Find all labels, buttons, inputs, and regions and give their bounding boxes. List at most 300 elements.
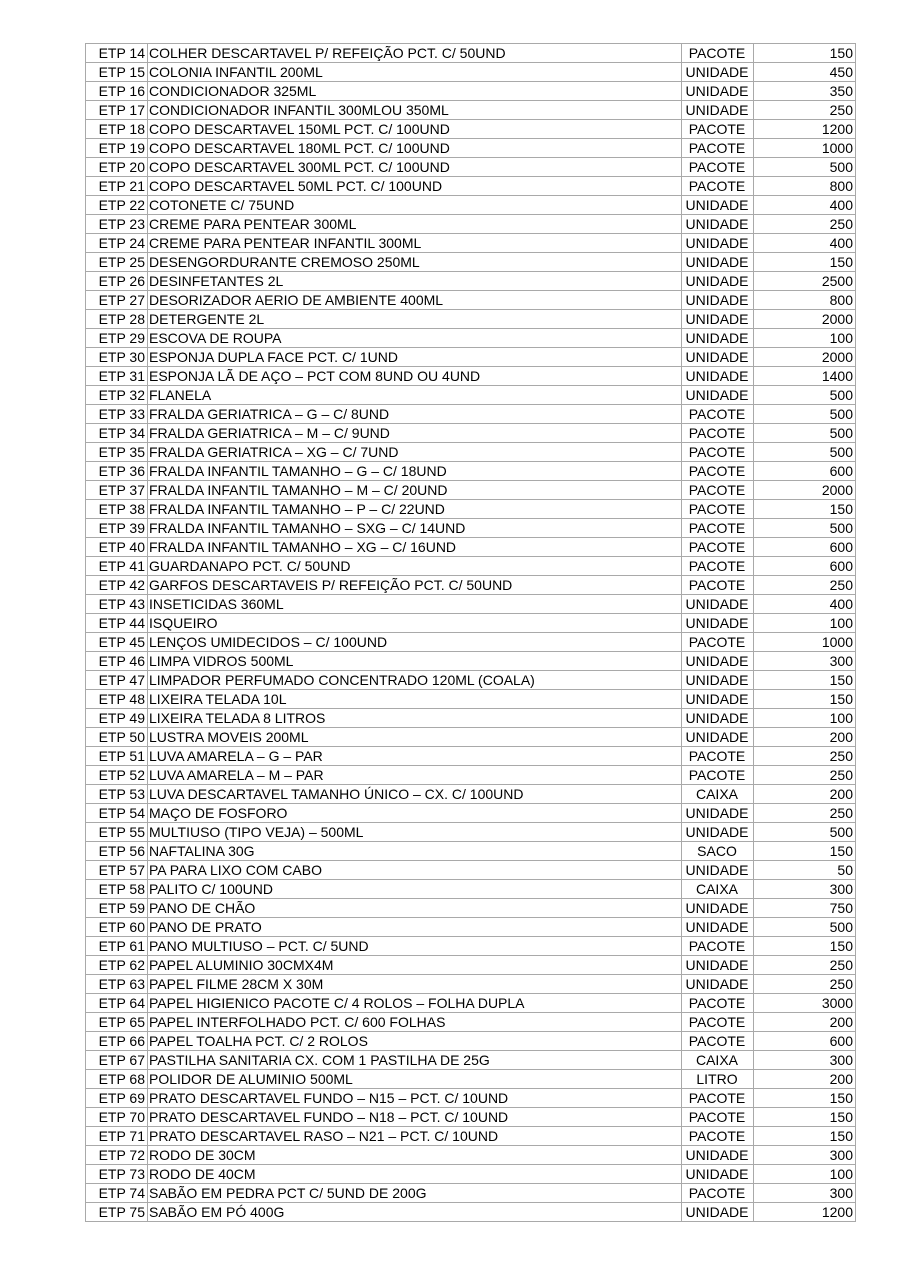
item-unit-cell: UNIDADE bbox=[682, 728, 754, 747]
item-unit-cell: UNIDADE bbox=[682, 82, 754, 101]
item-description-cell: FRALDA INFANTIL TAMANHO – P – C/ 22UND bbox=[148, 500, 682, 519]
item-description-cell: PA PARA LIXO COM CABO bbox=[148, 861, 682, 880]
item-quantity-cell: 300 bbox=[754, 1146, 856, 1165]
table-row bbox=[86, 329, 856, 348]
item-description-cell: PANO MULTIUSO – PCT. C/ 5UND bbox=[148, 937, 682, 956]
item-code-cell: ETP 40 bbox=[86, 538, 148, 557]
item-code-cell: ETP 41 bbox=[86, 557, 148, 576]
item-quantity-cell: 250 bbox=[754, 804, 856, 823]
item-description-cell: FRALDA INFANTIL TAMANHO – G – C/ 18UND bbox=[148, 462, 682, 481]
item-unit-cell: PACOTE bbox=[682, 500, 754, 519]
item-code-cell: ETP 66 bbox=[86, 1032, 148, 1051]
table-row bbox=[86, 671, 856, 690]
item-description-cell: RODO DE 30CM bbox=[148, 1146, 682, 1165]
item-quantity-cell: 400 bbox=[754, 595, 856, 614]
item-unit-cell: UNIDADE bbox=[682, 310, 754, 329]
table-row bbox=[86, 291, 856, 310]
item-code-cell: ETP 63 bbox=[86, 975, 148, 994]
item-quantity-cell: 250 bbox=[754, 101, 856, 120]
item-quantity-cell: 300 bbox=[754, 1051, 856, 1070]
item-code-cell: ETP 19 bbox=[86, 139, 148, 158]
item-code-cell: ETP 71 bbox=[86, 1127, 148, 1146]
item-description-cell: PAPEL INTERFOLHADO PCT. C/ 600 FOLHAS bbox=[148, 1013, 682, 1032]
table-row bbox=[86, 557, 856, 576]
item-quantity-cell: 400 bbox=[754, 196, 856, 215]
item-quantity-cell: 1400 bbox=[754, 367, 856, 386]
item-quantity-cell: 150 bbox=[754, 1108, 856, 1127]
item-code-cell: ETP 33 bbox=[86, 405, 148, 424]
table-row bbox=[86, 823, 856, 842]
item-quantity-cell: 300 bbox=[754, 880, 856, 899]
item-quantity-cell: 250 bbox=[754, 747, 856, 766]
table-row bbox=[86, 1032, 856, 1051]
item-unit-cell: UNIDADE bbox=[682, 861, 754, 880]
item-code-cell: ETP 54 bbox=[86, 804, 148, 823]
item-description-cell: PANO DE CHÃO bbox=[148, 899, 682, 918]
item-code-cell: ETP 23 bbox=[86, 215, 148, 234]
item-description-cell: PRATO DESCARTAVEL FUNDO – N18 – PCT. C/ 10UND bbox=[148, 1108, 682, 1127]
item-description-cell: INSETICIDAS 360ML bbox=[148, 595, 682, 614]
items-table bbox=[85, 43, 856, 1222]
item-unit-cell: PACOTE bbox=[682, 139, 754, 158]
table-row bbox=[86, 462, 856, 481]
item-quantity-cell: 100 bbox=[754, 329, 856, 348]
item-description-cell: SABÃO EM PÓ 400G bbox=[148, 1203, 682, 1222]
item-code-cell: ETP 36 bbox=[86, 462, 148, 481]
item-quantity-cell: 500 bbox=[754, 424, 856, 443]
table-row bbox=[86, 500, 856, 519]
item-unit-cell: PACOTE bbox=[682, 443, 754, 462]
item-description-cell: COPO DESCARTAVEL 180ML PCT. C/ 100UND bbox=[148, 139, 682, 158]
item-unit-cell: CAIXA bbox=[682, 1051, 754, 1070]
item-quantity-cell: 3000 bbox=[754, 994, 856, 1013]
item-unit-cell: PACOTE bbox=[682, 519, 754, 538]
item-code-cell: ETP 26 bbox=[86, 272, 148, 291]
item-unit-cell: LITRO bbox=[682, 1070, 754, 1089]
item-description-cell: CONDICIONADOR 325ML bbox=[148, 82, 682, 101]
table-row bbox=[86, 1108, 856, 1127]
item-unit-cell: PACOTE bbox=[682, 177, 754, 196]
item-description-cell: MAÇO DE FOSFORO bbox=[148, 804, 682, 823]
item-code-cell: ETP 59 bbox=[86, 899, 148, 918]
item-unit-cell: UNIDADE bbox=[682, 899, 754, 918]
item-code-cell: ETP 32 bbox=[86, 386, 148, 405]
item-unit-cell: UNIDADE bbox=[682, 234, 754, 253]
item-code-cell: ETP 75 bbox=[86, 1203, 148, 1222]
item-quantity-cell: 250 bbox=[754, 975, 856, 994]
table-row bbox=[86, 139, 856, 158]
item-description-cell: NAFTALINA 30G bbox=[148, 842, 682, 861]
item-unit-cell: SACO bbox=[682, 842, 754, 861]
item-code-cell: ETP 39 bbox=[86, 519, 148, 538]
item-quantity-cell: 50 bbox=[754, 861, 856, 880]
item-quantity-cell: 400 bbox=[754, 234, 856, 253]
item-description-cell: DETERGENTE 2L bbox=[148, 310, 682, 329]
item-unit-cell: UNIDADE bbox=[682, 63, 754, 82]
table-row bbox=[86, 899, 856, 918]
table-row bbox=[86, 1184, 856, 1203]
table-row bbox=[86, 44, 856, 63]
table-row bbox=[86, 443, 856, 462]
item-unit-cell: PACOTE bbox=[682, 766, 754, 785]
table-row bbox=[86, 519, 856, 538]
item-code-cell: ETP 49 bbox=[86, 709, 148, 728]
items-table-body bbox=[86, 44, 856, 1222]
item-code-cell: ETP 29 bbox=[86, 329, 148, 348]
item-unit-cell: PACOTE bbox=[682, 557, 754, 576]
item-code-cell: ETP 53 bbox=[86, 785, 148, 804]
item-quantity-cell: 600 bbox=[754, 557, 856, 576]
item-description-cell: FRALDA INFANTIL TAMANHO – M – C/ 20UND bbox=[148, 481, 682, 500]
item-code-cell: ETP 58 bbox=[86, 880, 148, 899]
item-description-cell: LIMPADOR PERFUMADO CONCENTRADO 120ML (COALA) bbox=[148, 671, 682, 690]
table-row bbox=[86, 766, 856, 785]
item-quantity-cell: 150 bbox=[754, 500, 856, 519]
table-row bbox=[86, 272, 856, 291]
item-quantity-cell: 800 bbox=[754, 177, 856, 196]
item-unit-cell: UNIDADE bbox=[682, 671, 754, 690]
item-unit-cell: CAIXA bbox=[682, 785, 754, 804]
item-code-cell: ETP 44 bbox=[86, 614, 148, 633]
table-row bbox=[86, 82, 856, 101]
table-row bbox=[86, 1089, 856, 1108]
item-unit-cell: PACOTE bbox=[682, 1032, 754, 1051]
item-code-cell: ETP 24 bbox=[86, 234, 148, 253]
item-unit-cell: PACOTE bbox=[682, 44, 754, 63]
table-row bbox=[86, 1165, 856, 1184]
item-quantity-cell: 2000 bbox=[754, 481, 856, 500]
item-quantity-cell: 800 bbox=[754, 291, 856, 310]
item-code-cell: ETP 18 bbox=[86, 120, 148, 139]
table-row bbox=[86, 1013, 856, 1032]
item-unit-cell: UNIDADE bbox=[682, 595, 754, 614]
item-description-cell: LIMPA VIDROS 500ML bbox=[148, 652, 682, 671]
table-row bbox=[86, 709, 856, 728]
table-row bbox=[86, 595, 856, 614]
item-code-cell: ETP 72 bbox=[86, 1146, 148, 1165]
item-code-cell: ETP 21 bbox=[86, 177, 148, 196]
table-row bbox=[86, 937, 856, 956]
table-row bbox=[86, 614, 856, 633]
item-quantity-cell: 500 bbox=[754, 158, 856, 177]
item-code-cell: ETP 37 bbox=[86, 481, 148, 500]
item-description-cell: LENÇOS UMIDECIDOS – C/ 100UND bbox=[148, 633, 682, 652]
item-code-cell: ETP 16 bbox=[86, 82, 148, 101]
item-unit-cell: PACOTE bbox=[682, 538, 754, 557]
item-quantity-cell: 150 bbox=[754, 671, 856, 690]
item-quantity-cell: 1000 bbox=[754, 139, 856, 158]
item-quantity-cell: 450 bbox=[754, 63, 856, 82]
item-description-cell: FRALDA GERIATRICA – XG – C/ 7UND bbox=[148, 443, 682, 462]
item-quantity-cell: 300 bbox=[754, 1184, 856, 1203]
item-unit-cell: UNIDADE bbox=[682, 329, 754, 348]
item-code-cell: ETP 25 bbox=[86, 253, 148, 272]
item-description-cell: LUVA DESCARTAVEL TAMANHO ÚNICO – CX. C/ 100UND bbox=[148, 785, 682, 804]
item-quantity-cell: 150 bbox=[754, 842, 856, 861]
item-unit-cell: PACOTE bbox=[682, 1184, 754, 1203]
item-unit-cell: UNIDADE bbox=[682, 804, 754, 823]
item-unit-cell: UNIDADE bbox=[682, 690, 754, 709]
item-description-cell: ESPONJA DUPLA FACE PCT. C/ 1UND bbox=[148, 348, 682, 367]
item-quantity-cell: 200 bbox=[754, 785, 856, 804]
item-quantity-cell: 200 bbox=[754, 728, 856, 747]
item-quantity-cell: 250 bbox=[754, 956, 856, 975]
item-description-cell: ISQUEIRO bbox=[148, 614, 682, 633]
table-row bbox=[86, 120, 856, 139]
item-unit-cell: UNIDADE bbox=[682, 1203, 754, 1222]
item-unit-cell: PACOTE bbox=[682, 481, 754, 500]
item-code-cell: ETP 57 bbox=[86, 861, 148, 880]
table-row bbox=[86, 1051, 856, 1070]
table-row bbox=[86, 1203, 856, 1222]
item-unit-cell: PACOTE bbox=[682, 576, 754, 595]
item-quantity-cell: 150 bbox=[754, 690, 856, 709]
table-row bbox=[86, 652, 856, 671]
item-description-cell: CREME PARA PENTEAR 300ML bbox=[148, 215, 682, 234]
item-unit-cell: UNIDADE bbox=[682, 215, 754, 234]
table-row bbox=[86, 63, 856, 82]
item-quantity-cell: 100 bbox=[754, 709, 856, 728]
item-description-cell: COLONIA INFANTIL 200ML bbox=[148, 63, 682, 82]
table-row bbox=[86, 158, 856, 177]
item-description-cell: LIXEIRA TELADA 10L bbox=[148, 690, 682, 709]
item-description-cell: COPO DESCARTAVEL 300ML PCT. C/ 100UND bbox=[148, 158, 682, 177]
item-description-cell: COTONETE C/ 75UND bbox=[148, 196, 682, 215]
item-quantity-cell: 600 bbox=[754, 538, 856, 557]
item-description-cell: FRALDA GERIATRICA – G – C/ 8UND bbox=[148, 405, 682, 424]
item-unit-cell: UNIDADE bbox=[682, 1165, 754, 1184]
item-quantity-cell: 150 bbox=[754, 1089, 856, 1108]
item-code-cell: ETP 60 bbox=[86, 918, 148, 937]
item-description-cell: DESORIZADOR AERIO DE AMBIENTE 400ML bbox=[148, 291, 682, 310]
table-row bbox=[86, 367, 856, 386]
table-row bbox=[86, 747, 856, 766]
item-description-cell: LUVA AMARELA – M – PAR bbox=[148, 766, 682, 785]
item-quantity-cell: 200 bbox=[754, 1013, 856, 1032]
item-quantity-cell: 100 bbox=[754, 614, 856, 633]
item-description-cell: FLANELA bbox=[148, 386, 682, 405]
item-unit-cell: PACOTE bbox=[682, 633, 754, 652]
item-code-cell: ETP 27 bbox=[86, 291, 148, 310]
table-row bbox=[86, 538, 856, 557]
item-quantity-cell: 2000 bbox=[754, 348, 856, 367]
table-row bbox=[86, 690, 856, 709]
item-unit-cell: UNIDADE bbox=[682, 253, 754, 272]
item-unit-cell: UNIDADE bbox=[682, 101, 754, 120]
item-quantity-cell: 150 bbox=[754, 253, 856, 272]
item-unit-cell: UNIDADE bbox=[682, 975, 754, 994]
item-unit-cell: PACOTE bbox=[682, 405, 754, 424]
table-row bbox=[86, 481, 856, 500]
item-description-cell: PRATO DESCARTAVEL RASO – N21 – PCT. C/ 10UND bbox=[148, 1127, 682, 1146]
item-code-cell: ETP 70 bbox=[86, 1108, 148, 1127]
item-code-cell: ETP 31 bbox=[86, 367, 148, 386]
item-code-cell: ETP 65 bbox=[86, 1013, 148, 1032]
item-quantity-cell: 200 bbox=[754, 1070, 856, 1089]
item-quantity-cell: 500 bbox=[754, 405, 856, 424]
table-row bbox=[86, 975, 856, 994]
table-row bbox=[86, 842, 856, 861]
table-row bbox=[86, 861, 856, 880]
item-quantity-cell: 500 bbox=[754, 918, 856, 937]
table-row bbox=[86, 234, 856, 253]
item-code-cell: ETP 28 bbox=[86, 310, 148, 329]
item-description-cell: LIXEIRA TELADA 8 LITROS bbox=[148, 709, 682, 728]
item-description-cell: PALITO C/ 100UND bbox=[148, 880, 682, 899]
item-quantity-cell: 150 bbox=[754, 937, 856, 956]
item-description-cell: GUARDANAPO PCT. C/ 50UND bbox=[148, 557, 682, 576]
item-description-cell: ESPONJA LÃ DE AÇO – PCT COM 8UND OU 4UND bbox=[148, 367, 682, 386]
item-quantity-cell: 600 bbox=[754, 462, 856, 481]
item-unit-cell: PACOTE bbox=[682, 994, 754, 1013]
item-unit-cell: PACOTE bbox=[682, 1089, 754, 1108]
item-quantity-cell: 150 bbox=[754, 1127, 856, 1146]
item-quantity-cell: 350 bbox=[754, 82, 856, 101]
item-description-cell: PAPEL TOALHA PCT. C/ 2 ROLOS bbox=[148, 1032, 682, 1051]
item-code-cell: ETP 62 bbox=[86, 956, 148, 975]
item-code-cell: ETP 73 bbox=[86, 1165, 148, 1184]
item-quantity-cell: 2500 bbox=[754, 272, 856, 291]
item-code-cell: ETP 42 bbox=[86, 576, 148, 595]
table-row bbox=[86, 101, 856, 120]
item-unit-cell: PACOTE bbox=[682, 424, 754, 443]
item-unit-cell: UNIDADE bbox=[682, 386, 754, 405]
table-row bbox=[86, 918, 856, 937]
item-unit-cell: UNIDADE bbox=[682, 272, 754, 291]
item-unit-cell: UNIDADE bbox=[682, 196, 754, 215]
item-code-cell: ETP 47 bbox=[86, 671, 148, 690]
item-description-cell: FRALDA INFANTIL TAMANHO – SXG – C/ 14UND bbox=[148, 519, 682, 538]
item-code-cell: ETP 46 bbox=[86, 652, 148, 671]
item-code-cell: ETP 50 bbox=[86, 728, 148, 747]
item-quantity-cell: 750 bbox=[754, 899, 856, 918]
item-unit-cell: CAIXA bbox=[682, 880, 754, 899]
item-code-cell: ETP 22 bbox=[86, 196, 148, 215]
item-unit-cell: UNIDADE bbox=[682, 918, 754, 937]
item-unit-cell: PACOTE bbox=[682, 937, 754, 956]
item-description-cell: COPO DESCARTAVEL 50ML PCT. C/ 100UND bbox=[148, 177, 682, 196]
table-row bbox=[86, 177, 856, 196]
table-row bbox=[86, 1070, 856, 1089]
item-quantity-cell: 250 bbox=[754, 215, 856, 234]
table-row bbox=[86, 253, 856, 272]
table-row bbox=[86, 215, 856, 234]
item-description-cell: GARFOS DESCARTAVEIS P/ REFEIÇÃO PCT. C/ 50UND bbox=[148, 576, 682, 595]
item-quantity-cell: 250 bbox=[754, 576, 856, 595]
item-code-cell: ETP 61 bbox=[86, 937, 148, 956]
item-unit-cell: PACOTE bbox=[682, 1108, 754, 1127]
item-unit-cell: PACOTE bbox=[682, 462, 754, 481]
item-code-cell: ETP 30 bbox=[86, 348, 148, 367]
item-description-cell: DESENGORDURANTE CREMOSO 250ML bbox=[148, 253, 682, 272]
item-code-cell: ETP 55 bbox=[86, 823, 148, 842]
item-unit-cell: UNIDADE bbox=[682, 652, 754, 671]
item-code-cell: ETP 48 bbox=[86, 690, 148, 709]
item-description-cell: PRATO DESCARTAVEL FUNDO – N15 – PCT. C/ 10UND bbox=[148, 1089, 682, 1108]
item-code-cell: ETP 35 bbox=[86, 443, 148, 462]
table-row bbox=[86, 994, 856, 1013]
item-description-cell: CREME PARA PENTEAR INFANTIL 300ML bbox=[148, 234, 682, 253]
item-description-cell: DESINFETANTES 2L bbox=[148, 272, 682, 291]
item-description-cell: ESCOVA DE ROUPA bbox=[148, 329, 682, 348]
table-row bbox=[86, 728, 856, 747]
item-unit-cell: PACOTE bbox=[682, 120, 754, 139]
item-description-cell: LUVA AMARELA – G – PAR bbox=[148, 747, 682, 766]
item-code-cell: ETP 17 bbox=[86, 101, 148, 120]
table-row bbox=[86, 405, 856, 424]
item-code-cell: ETP 56 bbox=[86, 842, 148, 861]
item-unit-cell: PACOTE bbox=[682, 747, 754, 766]
item-description-cell: PAPEL FILME 28CM X 30M bbox=[148, 975, 682, 994]
table-row bbox=[86, 576, 856, 595]
item-description-cell: RODO DE 40CM bbox=[148, 1165, 682, 1184]
table-row bbox=[86, 424, 856, 443]
item-description-cell: COLHER DESCARTAVEL P/ REFEIÇÃO PCT. C/ 50UND bbox=[148, 44, 682, 63]
item-quantity-cell: 500 bbox=[754, 519, 856, 538]
item-unit-cell: UNIDADE bbox=[682, 291, 754, 310]
item-description-cell: PAPEL HIGIENICO PACOTE C/ 4 ROLOS – FOLHA DUPLA bbox=[148, 994, 682, 1013]
item-unit-cell: UNIDADE bbox=[682, 823, 754, 842]
item-quantity-cell: 300 bbox=[754, 652, 856, 671]
table-row bbox=[86, 880, 856, 899]
item-unit-cell: UNIDADE bbox=[682, 956, 754, 975]
item-code-cell: ETP 43 bbox=[86, 595, 148, 614]
item-code-cell: ETP 38 bbox=[86, 500, 148, 519]
item-quantity-cell: 2000 bbox=[754, 310, 856, 329]
item-description-cell: FRALDA INFANTIL TAMANHO – XG – C/ 16UND bbox=[148, 538, 682, 557]
item-quantity-cell: 500 bbox=[754, 823, 856, 842]
item-code-cell: ETP 74 bbox=[86, 1184, 148, 1203]
item-quantity-cell: 1200 bbox=[754, 120, 856, 139]
item-quantity-cell: 500 bbox=[754, 443, 856, 462]
item-code-cell: ETP 20 bbox=[86, 158, 148, 177]
item-description-cell: COPO DESCARTAVEL 150ML PCT. C/ 100UND bbox=[148, 120, 682, 139]
item-code-cell: ETP 45 bbox=[86, 633, 148, 652]
item-quantity-cell: 600 bbox=[754, 1032, 856, 1051]
item-quantity-cell: 100 bbox=[754, 1165, 856, 1184]
item-code-cell: ETP 15 bbox=[86, 63, 148, 82]
table-row bbox=[86, 804, 856, 823]
table-row bbox=[86, 633, 856, 652]
item-code-cell: ETP 64 bbox=[86, 994, 148, 1013]
table-row bbox=[86, 956, 856, 975]
item-code-cell: ETP 51 bbox=[86, 747, 148, 766]
table-row bbox=[86, 1146, 856, 1165]
item-unit-cell: PACOTE bbox=[682, 1013, 754, 1032]
item-quantity-cell: 500 bbox=[754, 386, 856, 405]
item-description-cell: POLIDOR DE ALUMINIO 500ML bbox=[148, 1070, 682, 1089]
table-row bbox=[86, 310, 856, 329]
item-code-cell: ETP 52 bbox=[86, 766, 148, 785]
item-description-cell: MULTIUSO (TIPO VEJA) – 500ML bbox=[148, 823, 682, 842]
item-description-cell: CONDICIONADOR INFANTIL 300MLOU 350ML bbox=[148, 101, 682, 120]
item-quantity-cell: 250 bbox=[754, 766, 856, 785]
item-description-cell: PAPEL ALUMINIO 30CMX4M bbox=[148, 956, 682, 975]
item-unit-cell: PACOTE bbox=[682, 1127, 754, 1146]
table-row bbox=[86, 785, 856, 804]
item-code-cell: ETP 69 bbox=[86, 1089, 148, 1108]
item-quantity-cell: 1200 bbox=[754, 1203, 856, 1222]
item-code-cell: ETP 67 bbox=[86, 1051, 148, 1070]
item-unit-cell: UNIDADE bbox=[682, 367, 754, 386]
item-code-cell: ETP 14 bbox=[86, 44, 148, 63]
item-unit-cell: UNIDADE bbox=[682, 614, 754, 633]
table-row bbox=[86, 386, 856, 405]
table-row bbox=[86, 348, 856, 367]
item-quantity-cell: 150 bbox=[754, 44, 856, 63]
item-quantity-cell: 1000 bbox=[754, 633, 856, 652]
item-description-cell: PANO DE PRATO bbox=[148, 918, 682, 937]
